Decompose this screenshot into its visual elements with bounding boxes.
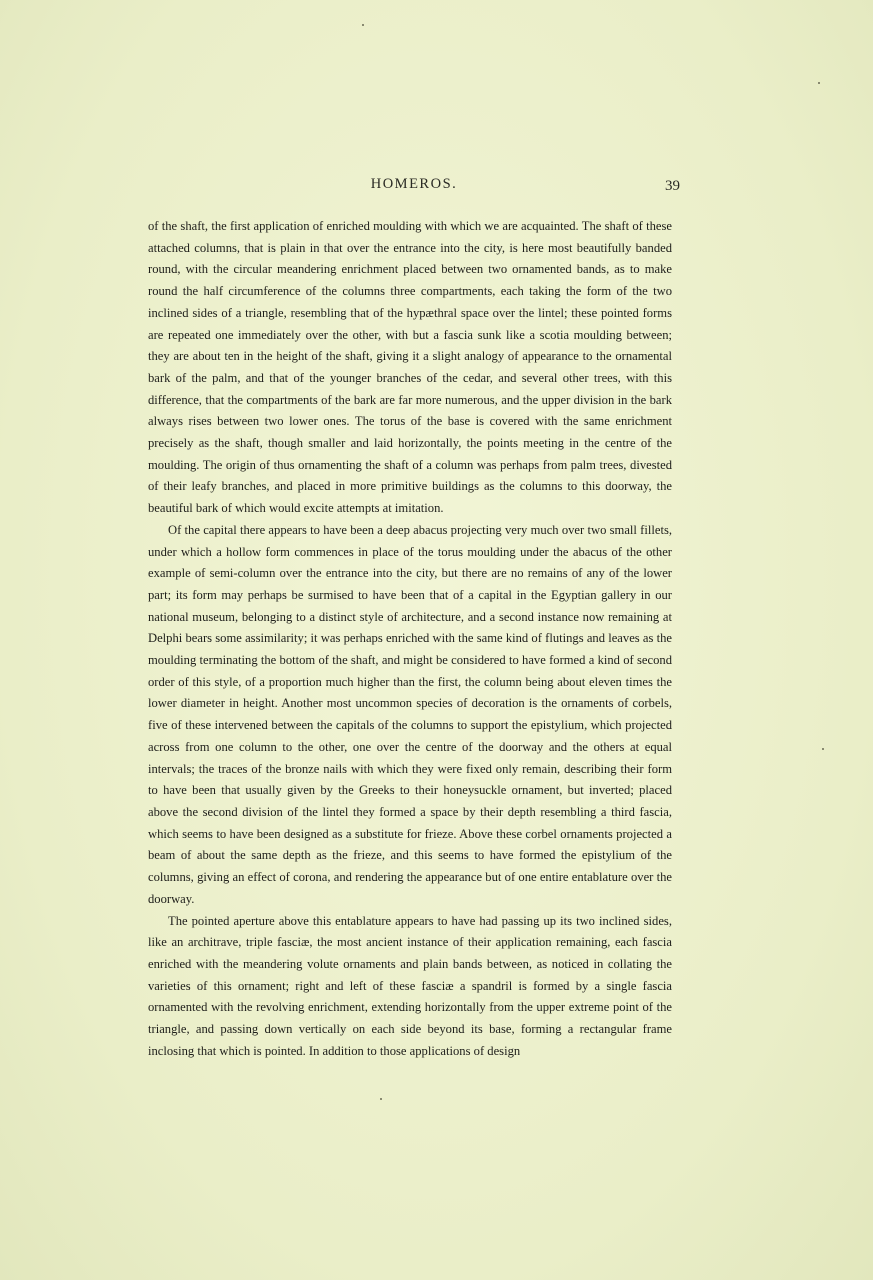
paragraph-1: of the shaft, the first application of enriched moulding with which we are acquainted. The shaft of these attached columns, that is plain in that over the entrance into the city, is here most beautifully banded round, with the circular meandering enrichment placed between two ornamented bands, as to make round the half circumference of the columns three compartments, each taking the form of the two inclined sides of a triangle, resembling that of the hypæthral space over the lintel; these pointed forms are repeated one immediately over the other, with but a fascia sunk like a scotia moulding between; they are about ten in the height of the shaft, giving it a slight analogy of appearance to the ornamental bark of the palm, and that of the younger branches of the cedar, and several other trees, with this difference, that the compartments of the bark are far more numerous, and the upper division in the bark always rises between two lower ones. The torus of the base is covered with the same enrichment precisely as the shaft, though smaller and laid horizontally, the points meeting in the centre of the moulding. The origin of thus ornamenting the shaft of a column was perhaps from palm trees, divested of their leafy branches, and placed in more primitive buildings as the columns to this doorway, the beautiful bark of which would excite attempts at imitation. — [148, 219, 672, 516]
paragraph-2: Of the capital there appears to have been a deep abacus projecting very much over two small fillets, under which a hollow form commences in place of the torus moulding under the abacus of the other example of semi-column over the entrance into the city, but there are no remains of any of the lower part; its form may perhaps be surmised to have been that of a capital in the Egyptian gallery in our national museum, belonging to a distinct style of architecture, and a second instance now remaining at Delphi bears some assimilarity; it was perhaps enriched with the same kind of flutings and leaves as the moulding terminating the bottom of the shaft, and might be considered to have formed a kind of second order of this style, of a proportion much higher than the first, the column being about eleven times the lower diameter in height. Another most uncommon species of decoration is the ornaments of corbels, five of these intervened between the capitals of the columns to support the epistylium, which projected across from one column to the other, one over the centre of the doorway and the others at equal intervals; the traces of the bronze nails with which they were fixed only remain, describing their form to have been that usually given by the Greeks to their honeysuckle ornament, but inverted; placed above the second division of the lintel they formed a space by their depth resembling a third fascia, which seems to have been designed as a substitute for frieze. Above these corbel ornaments projected a beam of about the same depth as the frieze, and this seems to have formed the epistylium of the columns, giving an effect of corona, and rendering the appearance but of one entire entablature over the doorway. — [148, 522, 672, 906]
paragraph-3: The pointed aperture above this entablature appears to have had passing up its two inclined sides, like an architrave, triple fasciæ, the most ancient instance of their application remaining, each fascia enriched with the meandering volute ornaments and plain bands between, as noticed in collating the varieties of this ornament; right and left of these fasciæ a spandril is formed by a single fascia ornamented with the revolving enrichment, extending horizontally from the upper extreme point of the triangle, and passing down vertically on each side beyond its base, forming a rectangular frame inclosing that which is pointed. In addition to those applications of design — [148, 913, 672, 1058]
paper-speck — [822, 748, 824, 750]
paper-speck — [818, 82, 820, 84]
paper-speck — [362, 24, 364, 26]
body-text — [148, 216, 672, 1062]
running-title: HOMEROS. — [370, 176, 458, 192]
page-number: 39 — [665, 178, 680, 194]
page-header — [148, 176, 680, 198]
paper-speck — [380, 1098, 382, 1100]
